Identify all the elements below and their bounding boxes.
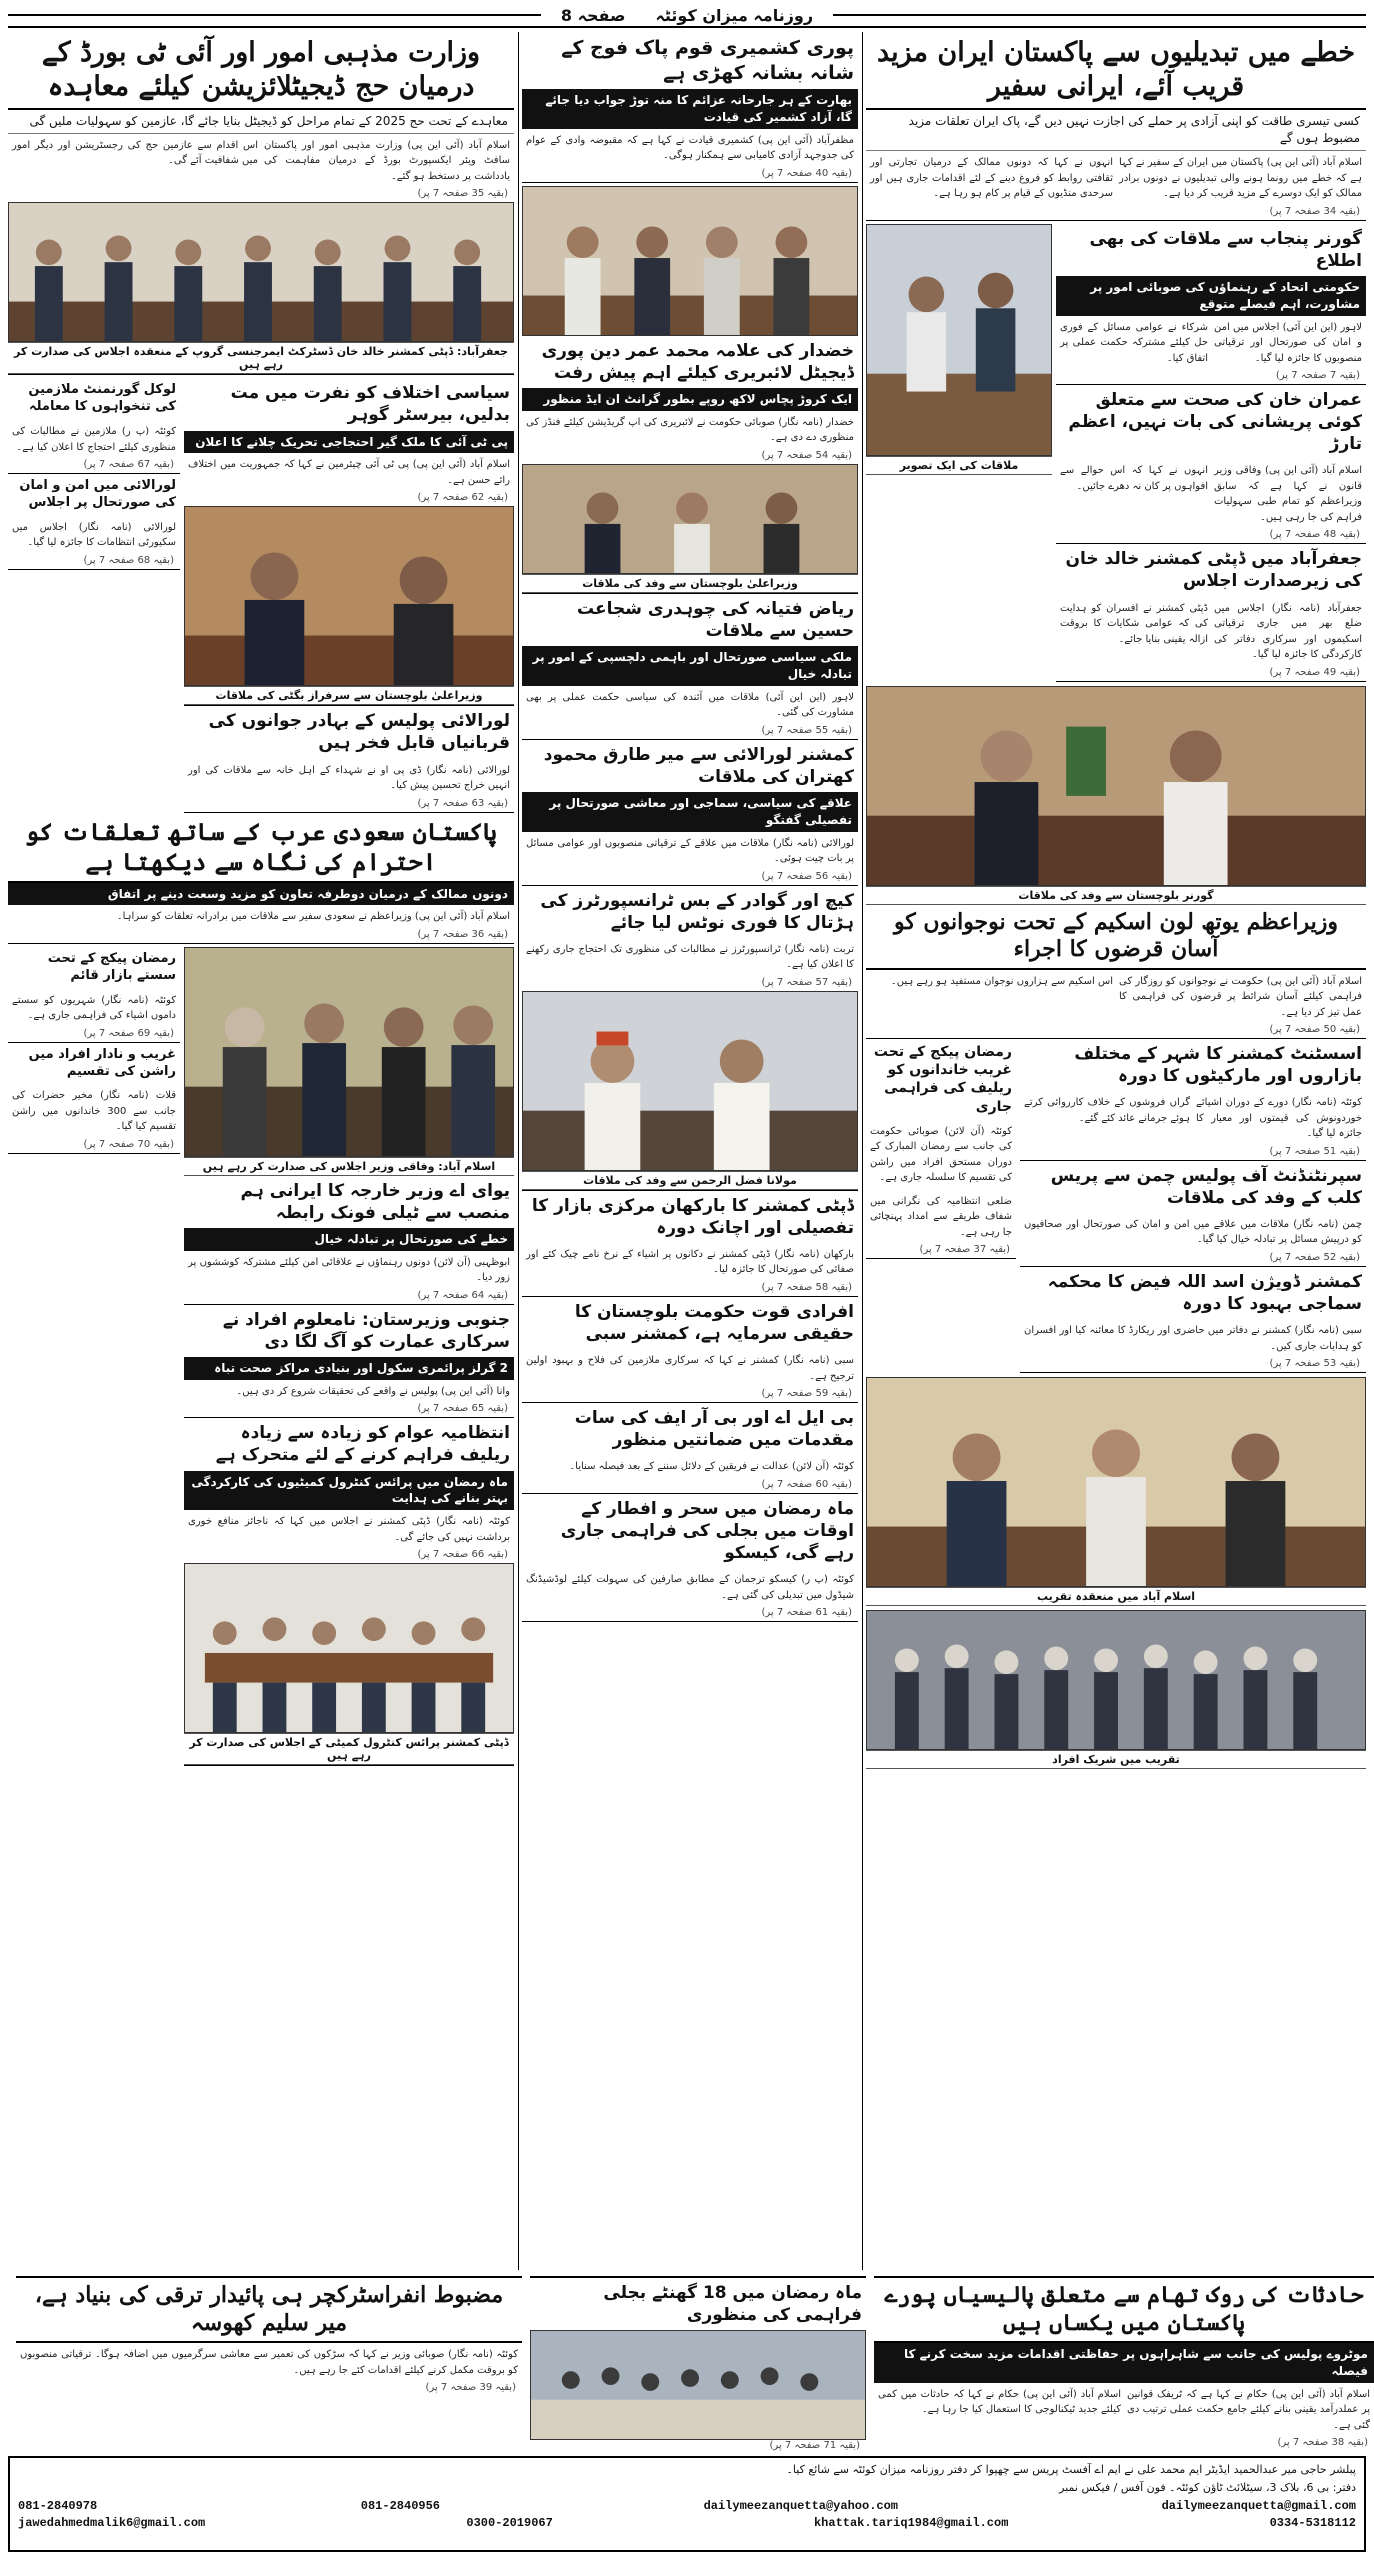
story-body (8, 905, 514, 929)
stack-stories (1056, 224, 1366, 682)
subhead-band: دونوں ممالک کے درمیان دوطرفہ تعاون کو مزید وسعت دینے پر اتفاق (8, 883, 514, 906)
subhead-band: حکومتی اتحاد کے رہنماؤں کی صوبائی امور پر مشاورت، اہم فیصلے متوقع (1056, 276, 1366, 316)
story-body (522, 1455, 858, 1479)
photo-illustration (523, 465, 857, 573)
photo-illustration (867, 687, 1365, 885)
newspaper-title: روزنامہ میزان کوئٹہ (655, 5, 814, 25)
photo (184, 1563, 514, 1733)
story-body (184, 1380, 514, 1404)
story-body (522, 411, 858, 450)
headline: ماہ رمضان میں سحر و افطار کے اوقات میں بجلی کی فراہمی جاری رہے گی، کیسکو (560, 1498, 854, 1563)
story-body (866, 151, 1366, 206)
text-column: اسلام آباد (آئی این پی) حکام نے کہا کہ حادثات میں کمی کیلئے جدید ٹیکنالوجی کا استعمال کیا جا رہا ہے۔ (878, 2388, 1121, 2416)
photo (522, 991, 858, 1171)
photo-caption: تقریب میں شریک افراد (866, 1750, 1366, 1769)
masthead (8, 4, 1366, 28)
headline: خضدار کی علامہ محمد عمر دین پوری ڈیجیٹل لائبریری کیلئے اہم پیش رفت (541, 340, 854, 384)
photo (522, 186, 858, 336)
photo (8, 202, 514, 342)
photo-caption: جعفرآباد: ڈپٹی کمشنر خالد خان ڈسٹرکٹ ایمرجنسی گروپ کے منعقدہ اجلاس کی صدارت کر رہے ہیں (8, 342, 514, 374)
phone-number: 081-2840956 (360, 2498, 440, 2513)
bottom-right-story (874, 2276, 1374, 2450)
text-column: انہوں نے کہا کہ دونوں ممالک کے درمیان تجارتی اور ثقافتی روابط کو فروغ دینے کے لئے اقدامات جاری ہیں اور سرحدی منڈیوں کے قیام پر کام ہو رہا ہے۔ (870, 157, 1113, 200)
row-stories (8, 378, 514, 812)
continuation: (بقیہ 54 صفحہ 7 پر) (761, 449, 852, 461)
story-jaffarabad (1056, 544, 1366, 681)
side-story (8, 947, 180, 1043)
story-body (866, 1190, 1016, 1245)
continuation: (بقیہ 34 صفحہ 7 پر) (1269, 205, 1360, 217)
left-column (8, 32, 514, 2270)
continuation: (بقیہ 36 صفحہ 7 پر) (417, 928, 508, 940)
photo-caption: مولانا فضل الرحمن سے وفد کی ملاقات (522, 1171, 858, 1190)
photo (866, 686, 1366, 886)
lede: کسی تیسری طاقت کو اپنی آزادی پر حملے کی اجازت نہیں دیں گے، پاک ایران تعلقات مزید مضبوط ہوں گے (866, 110, 1366, 152)
continuation: (بقیہ 53 صفحہ 7 پر) (1269, 1358, 1360, 1370)
story-ramzan-package (866, 1039, 1016, 1259)
side-stories (8, 378, 180, 812)
continuation: (بقیہ 64 صفحہ 7 پر) (417, 1289, 508, 1301)
photo (530, 2330, 866, 2440)
text-column: کوئٹہ (آن لائن) صوبائی حکومت کی جانب سے رمضان المبارک کے دوران مستحق افراد میں راشن کی تقسیم کا سلسلہ جاری ہے۔ (870, 1125, 1012, 1184)
masthead-rule (8, 14, 541, 16)
photo-illustration (523, 992, 857, 1170)
headline: عمران خان کی صحت سے متعلق کوئی پریشانی کی بات نہیں، اعظم تارڑ (1068, 390, 1362, 455)
headline: جعفرآباد میں ڈپٹی کمشنر خالد خان کی زیرصدارت اجلاس (1065, 549, 1362, 592)
story-loralai-commissioner (522, 740, 858, 886)
continuation: (بقیہ 59 صفحہ 7 پر) (761, 1388, 852, 1400)
email-address: jawedahmedmalik6@gmail.com (18, 2515, 206, 2530)
photo-caption: گورنر بلوچستان سے وفد کی ملاقات (866, 886, 1366, 905)
text-column: اسلام آباد (آئی این پی) پی ٹی آئی چیئرمین نے کہا کہ جمہوریت میں اختلاف رائے حسن ہے۔ (188, 459, 510, 486)
text-column: تربت (نامہ نگار) ٹرانسپورٹرز نے مطالبات کی منظوری تک احتجاج جاری رکھنے کا اعلان کیا ہے۔ (526, 943, 854, 971)
story-transporters (522, 886, 858, 1191)
photo-caption: وزیراعلیٰ بلوچستان سے وفد کی ملاقات (522, 574, 858, 593)
text-column: اسلام آباد (آئی این پی) وزیراعظم نے سعودی سفیر سے ملاقات میں برادرانہ تعلقات کو سراہا۔ (116, 911, 510, 923)
headline: لوکل گورنمنٹ ملازمین کی تنخواہوں کا معاملہ (28, 382, 176, 415)
continuation: (بقیہ 69 صفحہ 7 پر) (83, 1027, 174, 1039)
photo-caption: وزیراعلیٰ بلوچستان سے سرفراز بگٹی کی ملاقات (184, 686, 514, 705)
side-story (8, 378, 180, 474)
story-body (16, 2343, 522, 2382)
text-column: ابوظہبی (آن لائن) دونوں رہنماؤں نے علاقائی امن کیلئے مشترکہ کوششوں پر زور دیا۔ (188, 1256, 510, 1284)
continuation: (بقیہ 70 صفحہ 7 پر) (83, 1138, 174, 1150)
story-body (522, 938, 858, 977)
masthead-rule (833, 14, 1366, 16)
story-loralai-police (184, 706, 514, 812)
headline: کیچ اور گوادر کے بس ٹرانسپورٹرز کی ہڑتال کا فوری نوٹس لیا جائے (540, 890, 854, 933)
story-barkhan (522, 1191, 858, 1297)
story-body (522, 1568, 858, 1607)
contact-row (18, 2499, 1356, 2513)
headline: رمضان پیکج کے تحت غریب خاندانوں کو ریلیف کی فراہمی جاری (873, 1044, 1012, 1115)
text-column: اسلام آباد (آئی این پی) پاکستان میں ایران کے سفیر نے کہا ہے کہ خطے میں رونما ہونے والی تبدیلیوں نے دونوں برادر ممالک کو ایک دوسرے کے مزید قریب کر دیا ہے۔ (1119, 157, 1362, 200)
story-sp-chaman (1020, 1161, 1366, 1267)
continuation: (بقیہ 37 صفحہ 7 پر) (919, 1244, 1010, 1256)
photo-caption: ڈپٹی کمشنر پرائس کنٹرول کمیٹی کے اجلاس کی صدارت کر رہے ہیں (184, 1733, 514, 1765)
continuation: (بقیہ 62 صفحہ 7 پر) (417, 492, 508, 504)
photo (866, 224, 1052, 456)
subhead-band: بھارت کے ہر جارحانہ عزائم کا منہ توڑ جواب دیا جائے گا، آزاد کشمیر کی قیادت (522, 89, 858, 129)
continuation: (بقیہ 60 صفحہ 7 پر) (761, 1478, 852, 1490)
text-column: اس اقدام سے عازمین حج کی رجسٹریشن اور دیگر امور میں شفافیت آئے گی۔ (12, 139, 258, 167)
photo-illustration (185, 948, 513, 1156)
stack-stories (184, 378, 514, 812)
column-rule (862, 32, 863, 2270)
side-story (8, 474, 180, 570)
headline: لورالائی میں امن و امان کی صورتحال پر اجلاس (19, 478, 176, 511)
continuation: (بقیہ 49 صفحہ 7 پر) (1269, 666, 1360, 678)
continuation: (بقیہ 67 صفحہ 7 پر) (83, 459, 174, 471)
text-column: سبی (نامہ نگار) کمشنر نے کہا کہ سرکاری ملازمین کی فلاح و بہبود اولین ترجیح ہے۔ (526, 1355, 854, 1382)
text-column: کوئٹہ (نامہ نگار) شہریوں کو سستے داموں اشیاء کی فراہمی جاری ہے۔ (12, 994, 176, 1022)
side-story (866, 1039, 1016, 1373)
story-administration (184, 1418, 514, 1766)
continuation: (بقیہ 58 صفحہ 7 پر) (761, 1281, 852, 1293)
text-column: چمن (نامہ نگار) ملاقات میں علاقے میں امن و امان کی صورتحال اور صحافیوں کو درپیش مسائل پر تبادلہ خیال کیا گیا۔ (1024, 1218, 1362, 1246)
text-column: وانا (آئی این پی) پولیس نے واقعے کی تحقیقات شروع کر دی ہیں۔ (236, 1385, 510, 1397)
story-body (522, 686, 858, 725)
story-body (522, 1349, 858, 1388)
text-column: انہوں نے کہا کہ اس حوالے سے افواہوں پر کان نہ دھرے جائیں۔ (1060, 465, 1208, 492)
story-body (866, 1120, 1016, 1190)
photo-illustration (185, 1564, 513, 1732)
photo-illustration (9, 203, 513, 341)
text-column: کوئٹہ (نامہ نگار) صوبائی وزیر نے کہا کہ سڑکوں کی تعمیر سے معاشی سرگرمیوں میں اضافہ ہوگا۔ ترقیاتی منصوبوں کو بروقت مکمل کرنے کیلئے اقدامات کئے جا رہے ہیں۔ (20, 2349, 518, 2376)
photo-illustration (523, 187, 857, 335)
photo-illustration (867, 1378, 1365, 1586)
continuation: (بقیہ 39 صفحہ 7 پر) (425, 2382, 516, 2393)
text-column: شرکاء نے عوامی مسائل کے فوری حل کیلئے مشترکہ حکمت عملی پر اتفاق کیا۔ (1060, 321, 1208, 364)
story-body (874, 2383, 1374, 2438)
headline: یوای اے وزیر خارجہ کا ایرانی ہم منصب سے ٹیلی فونک رابطہ (240, 1180, 510, 1223)
headline: وزیراعظم یوتھ لون اسکیم کے تحت نوجوانوں کو آسان قرضوں کا اجراء (866, 905, 1366, 970)
continuation: (بقیہ 38 صفحہ 7 پر) (1277, 2437, 1368, 2449)
bottom-left-story (16, 2276, 522, 2450)
photo-illustration (185, 507, 513, 685)
headline: گورنر پنجاب سے ملاقات کی بھی اطلاع (1089, 228, 1362, 271)
headline: جنوبی وزیرستان: نامعلوم افراد نے سرکاری عمارت کو آگ لگا دی (222, 1309, 510, 1352)
headline: افرادی قوت حکومت بلوچستان کا حقیقی سرمایہ ہے، کمشنر سبی (574, 1301, 854, 1344)
headline: خطے میں تبدیلیوں سے پاکستان ایران مزید قریب آئے، ایرانی سفیر (866, 32, 1366, 110)
mobile-number: 0300-2019067 (466, 2515, 553, 2530)
text-column: مظفرآباد (آئی این پی) کشمیری قیادت نے کہا ہے کہ مقبوضہ وادی کے عوام کی جدوجہد آزادی کامیابی سے ہمکنار ہوگی۔ (526, 134, 854, 162)
text-column: ضلعی انتظامیہ کی نگرانی میں شفاف طریقے سے امداد پہنچائی جا رہی ہے۔ (870, 1195, 1012, 1238)
photo-caption: اسلام آباد میں منعقدہ تقریب (866, 1587, 1366, 1606)
story-body (8, 134, 514, 189)
headline: لورالائی پولیس کے بہادر جوانوں کی قربانیاں قابل فخر ہیں (208, 711, 510, 754)
lede: معاہدے کے تحت حج 2025 کے تمام مراحل کو ڈیجیٹل بنایا جائے گا، عازمین کو سہولیات ملیں گی (8, 110, 514, 134)
headline: وزارت مذہبی امور اور آئی ٹی بورڈ کے درمیان حج ڈیجیٹلائزیشن کیلئے معاہدہ (8, 32, 514, 110)
story-iran-ambassador (866, 32, 1366, 221)
story-imran-health (1056, 385, 1366, 544)
middle-column (522, 32, 858, 2270)
side-story (8, 1043, 180, 1154)
text-column: اسلام آباد (آئی این پی) وزارت مذہبی امور اور پاکستان سافٹ ویئر ایکسپورٹ بورڈ کے درمیان مفاہمت کی یادداشت پر دستخط ہو گئے۔ (264, 139, 510, 182)
continuation: (بقیہ 57 صفحہ 7 پر) (761, 976, 852, 988)
headline: انتظامیہ عوام کو زیادہ سے زیادہ ریلیف فراہم کرنے کے لئے متحرک ہے (215, 1423, 510, 1466)
continuation: (بقیہ 68 صفحہ 7 پر) (83, 554, 174, 566)
text-column: کوئٹہ (آن لائن) عدالت نے فریقین کے دلائل سننے کے بعد فیصلہ سنایا۔ (569, 1461, 854, 1473)
story-bail (522, 1403, 858, 1494)
subhead-band: ملکی سیاسی صورتحال اور باہمی دلچسپی کے امور پر تبادلہ خیال (522, 646, 858, 686)
story-body (184, 1510, 514, 1549)
continuation: (بقیہ 65 صفحہ 7 پر) (417, 1403, 508, 1415)
story-commissioner (1020, 1267, 1366, 1373)
text-column: اس اسکیم سے ہزاروں نوجوان مستفید ہو رہے ہیں۔ (890, 975, 1113, 987)
photo-illustration (531, 2331, 865, 2439)
text-column: لورالائی (نامہ نگار) ملاقات میں علاقے کے ترقیاتی منصوبوں اور عوامی مسائل پر بات چیت ہوئی۔ (526, 837, 854, 865)
photo (866, 1610, 1366, 1750)
headline: اسسٹنٹ کمشنر کا شہر کے مختلف بازاروں اور مارکیٹوں کا دورہ (1074, 1044, 1362, 1087)
story-governor (1056, 224, 1366, 385)
continuation: (بقیہ 50 صفحہ 7 پر) (1269, 1024, 1360, 1036)
text-column: لورالائی (نامہ نگار) ڈی پی او نے شہداء کے اہل خانہ سے ملاقات کی اور انہیں خراج تحسین پیش کیا۔ (188, 764, 510, 792)
headline: کمشنر ڈویژن اسد اللہ فیض کا محکمہ سماجی بہبود کا دورہ (1047, 1271, 1362, 1314)
headline: ڈپٹی کمشنر کا بارکھان مرکزی بازار کا تفصیلی اور اچانک دورہ (531, 1195, 854, 1238)
continuation: (بقیہ 52 صفحہ 7 پر) (1269, 1251, 1360, 1263)
story-waziristan (184, 1305, 514, 1418)
text-column: اسلام آباد (آئی این پی) وفاقی وزیر قانون نے کہا ہے کہ سابق وزیراعظم کو تمام طبی سہولیات فراہم کی جا رہی ہیں۔ (1214, 465, 1362, 523)
text-column: خضدار (نامہ نگار) صوبائی حکومت نے لائبریری کی اپ گریڈیشن کیلئے فنڈز کی منظوری دے دی ہے۔ (526, 416, 854, 444)
headline: رمضان پیکج کے تحت سستے بازار قائم (47, 950, 176, 983)
continuation: (بقیہ 35 صفحہ 7 پر) (417, 188, 508, 200)
subhead-band: ماہ رمضان میں پرائس کنٹرول کمیٹیوں کی کارکردگی بہتر بنانے کی ہدایت (184, 1471, 514, 1511)
story-body (8, 516, 180, 555)
story-uae-fm (184, 1176, 514, 1305)
photo-caption: ملاقات کی ایک تصویر (866, 456, 1052, 475)
continuation: (بقیہ 7 صفحہ 7 پر) (1275, 370, 1360, 382)
headline: پوری کشمیری قوم پاک فوج کے شانہ بشانہ کھڑی ہے (561, 37, 854, 84)
story-saudi-relations (8, 813, 514, 944)
headline: سیاسی اختلاف کو نفرت میں مت بدلیں، بیرسٹر گوہر (230, 383, 510, 426)
email-address: khattak.tariq1984@gmail.com (813, 2515, 1009, 2530)
email-address: dailymeezanquetta@yahoo.com (703, 2498, 898, 2513)
continuation: (بقیہ 63 صفحہ 7 پر) (417, 797, 508, 809)
headline: کمشنر لورالائی سے میر طارق محمود کھتران کی ملاقات (543, 744, 854, 787)
subhead-band: ایک کروڑ پچاس لاکھ روپے بطور گرانٹ ان ایڈ منظور (522, 388, 858, 411)
story-riaz-fatyana (522, 594, 858, 740)
story-body (1020, 1319, 1366, 1358)
subhead-band: 2 گرلز پرائمری سکول اور بنیادی مراکز صحت تباہ (184, 1357, 514, 1380)
side-stories (8, 947, 180, 1766)
text-column: سبی (نامہ نگار) کمشنر نے دفاتر میں حاضری اور ریکارڈ کا معائنہ کیا اور افسران کو ہدایات جاری کیں۔ (1024, 1325, 1362, 1352)
row-photo-stories (866, 224, 1366, 682)
row-stories (866, 1039, 1366, 1373)
email-address: dailymeezanquetta@gmail.com (1161, 2498, 1356, 2513)
headline: پاکستان سعودی عرب کے ساتھ تعلقات کو احترام کی نگاہ سے دیکھتا ہے (8, 813, 514, 883)
column-rule (518, 32, 519, 2270)
story-body (522, 832, 858, 871)
story-body (8, 420, 180, 459)
stack-stories (1020, 1039, 1366, 1373)
continuation: (بقیہ 66 صفحہ 7 پر) (417, 1549, 508, 1561)
stack-stories (184, 947, 514, 1766)
text-column: گراں فروشوں کے خلاف کارروائی کرتے ہوئے جرمانے عائد کئے گئے۔ (1024, 1097, 1190, 1124)
continuation: (بقیہ 55 صفحہ 7 پر) (761, 724, 852, 736)
text-column: کوئٹہ (پ ر) کیسکو ترجمان کے مطابق صارفین کی سہولت کیلئے لوڈشیڈنگ شیڈول میں تبدیلی کی گئی ہے۔ (526, 1574, 854, 1601)
text-column: لورالائی (نامہ نگار) اجلاس میں سکیورٹی انتظامات کا جائزہ لیا گیا۔ (12, 521, 176, 549)
text-column: اسلام آباد (آئی این پی) حکام نے کہا ہے کہ ٹریفک قوانین پر عملدرآمد یقینی بنانے کیلئے جامع حکمت عملی ترتیب دی گئی ہے۔ (1127, 2388, 1370, 2431)
subhead-band: موٹروے پولیس کی جانب سے شاہراہوں پر حفاظتی اقدامات مزید سخت کرنے کا فیصلہ (874, 2343, 1374, 2383)
story-commissioner-sibi (522, 1297, 858, 1403)
photo (184, 506, 514, 686)
story-body (1056, 597, 1366, 667)
headline: ماہ رمضان میں 18 گھنٹے بجلی فراہمی کی منظوری (603, 2283, 862, 2326)
text-column: کوئٹہ (نامہ نگار) دورے کے دوران اشیائے خوردونوش کی قیمتوں اور معیار کا جائزہ لیا گیا۔ (1196, 1097, 1362, 1140)
headline: بی ایل اے اور بی آر ایف کی سات مقدمات میں ضمانتیں منظور (574, 1408, 854, 1451)
continuation: (بقیہ 51 صفحہ 7 پر) (1269, 1145, 1360, 1157)
story-body (522, 1243, 858, 1282)
continuation: (بقیہ 40 صفحہ 7 پر) (761, 167, 852, 179)
photo (522, 464, 858, 574)
contact-row (18, 2516, 1356, 2530)
story-qesco (522, 1494, 858, 1622)
headline: مضبوط انفراسٹرکچر ہی پائیدار ترقی کی بنیاد ہے، میر سلیم کھوسہ (16, 2278, 522, 2343)
row-stories (8, 947, 514, 1766)
story-body (184, 1251, 514, 1290)
photo (866, 1377, 1366, 1587)
continuation: (بقیہ 71 صفحہ 7 پر) (769, 2440, 860, 2452)
story-kashmir (522, 32, 858, 183)
continuation: (بقیہ 48 صفحہ 7 پر) (1269, 529, 1360, 541)
story-body (8, 989, 180, 1028)
story-khuzdar-library (522, 336, 858, 594)
story-barrister-gohar (184, 378, 514, 706)
story-body (184, 453, 514, 492)
story-body (866, 970, 1366, 1025)
imprint-footer (8, 2456, 1366, 2552)
bottom-strip (8, 2276, 1370, 2452)
story-body (522, 129, 858, 168)
subhead-band: خطے کی صورتحال پر تبادلہ خیال (184, 1228, 514, 1251)
headline: غریب و نادار افراد میں راشن کی تقسیم (28, 1046, 176, 1079)
story-ac-visit (1020, 1039, 1366, 1161)
story-youth-loan (866, 905, 1366, 1040)
headline: ریاض فتیانہ کی چوہدری شجاعت حسین سے ملاقات (577, 598, 854, 642)
text-column: جعفرآباد (نامہ نگار) اجلاس میں ضلع بھر میں جاری ترقیاتی اسکیموں اور سرکاری دفاتر کی کارکردگی کا جائزہ لیا گیا۔ (1214, 602, 1362, 661)
text-column: کوئٹہ (پ ر) ملازمین نے مطالبات کی منظوری کیلئے احتجاج کا اعلان کیا ہے۔ (12, 426, 176, 453)
imprint-line: پبلشر حاجی میر عبدالحمید ایڈیٹر ایم محمد علی نے ایم اے آفسٹ پریس سے چھپوا کر دفتر روزنامہ میزان کوئٹہ سے شائع کیا۔ (786, 2463, 1356, 2476)
subhead-band: پی ٹی آئی کا ملک گیر احتجاجی تحریک چلانے کا اعلان (184, 431, 514, 454)
story-body (1056, 459, 1366, 529)
text-column: ڈپٹی کمشنر نے افسران کو ہدایت کی کہ عوامی شکایات کا بروقت ازالہ یقینی بنایا جائے۔ (1060, 602, 1208, 645)
story-hajj-digitalization (8, 32, 514, 375)
story-body (184, 759, 514, 798)
text-column: کوئٹہ (نامہ نگار) ڈپٹی کمشنر نے اجلاس میں کہا کہ ناجائز منافع خوری برداشت نہیں کی جائے گی۔ (188, 1516, 510, 1543)
headline: حادثات کی روک تھام سے متعلق پالیسیاں پورے پاکستان میں یکساں ہیں (874, 2278, 1374, 2343)
imprint-line: دفتر: بی 6، بلاک 3، سیٹلائٹ ٹاؤن کوئٹہ۔ فون آفس / فیکس نمبر (1059, 2481, 1356, 2495)
headline: سپرنٹنڈنٹ آف پولیس چمن سے پریس کلب کے وفد کی ملاقات (1050, 1165, 1362, 1208)
photo-illustration (867, 225, 1051, 455)
photo-stack (866, 224, 1052, 682)
text-column: لاہور (این این آئی) ملاقات میں آئندہ کی سیاسی حکمت عملی پر بھی مشاورت کی گئی۔ (526, 691, 854, 719)
continuation: (بقیہ 61 صفحہ 7 پر) (761, 1607, 852, 1619)
photo (184, 947, 514, 1157)
story-body (8, 1084, 180, 1139)
mobile-number: 0334-5318112 (1269, 2515, 1356, 2530)
text-column: قلات (نامہ نگار) مخیر حضرات کی جانب سے 300 خاندانوں میں راشن تقسیم کیا گیا۔ (12, 1090, 176, 1133)
right-column (866, 32, 1366, 2270)
photo-caption: اسلام آباد: وفاقی وزیر اجلاس کی صدارت کر رہے ہیں (184, 1157, 514, 1176)
story-body (1020, 1091, 1366, 1146)
phone-number: 081-2840978 (18, 2498, 98, 2513)
subhead-band: علاقے کی سیاسی، سماجی اور معاشی صورتحال پر تفصیلی گفتگو (522, 792, 858, 832)
photo-illustration (867, 1611, 1365, 1749)
bottom-middle-story (530, 2276, 866, 2450)
text-column: بارکھان (نامہ نگار) ڈپٹی کمشنر نے دکانوں پر اشیاء کے نرخ نامے چیک کئے اور صفائی کی صورتحال کا جائزہ لیا۔ (526, 1248, 854, 1276)
story-body (1056, 316, 1366, 371)
continuation: (بقیہ 56 صفحہ 7 پر) (761, 870, 852, 882)
story-body (1020, 1213, 1366, 1252)
page-number: صفحہ 8 (560, 5, 626, 25)
text-column: اسلام آباد (آئی این پی) حکومت نے نوجوانوں کو روزگار کی فراہمی کیلئے آسان شرائط پر قرضوں کی فراہمی کا عمل تیز کر دیا ہے۔ (1119, 975, 1362, 1018)
text-column: لاہور (این این آئی) اجلاس میں امن و امان کی صورتحال اور ترقیاتی منصوبوں کا جائزہ لیا گیا۔ (1214, 321, 1362, 364)
